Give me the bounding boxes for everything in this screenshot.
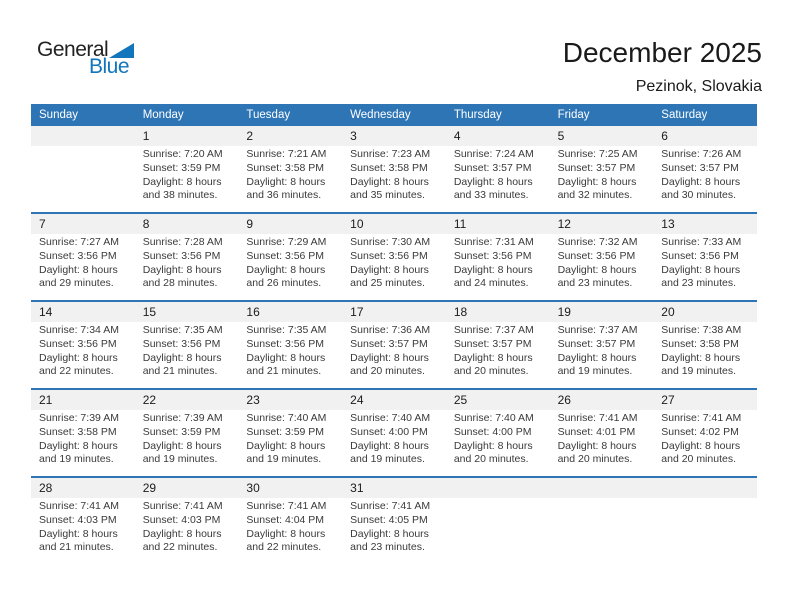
weeks-container [31, 126, 757, 564]
general-blue-logo [37, 40, 129, 77]
day-cell-details [238, 498, 342, 564]
day-number: 20 [661, 305, 675, 319]
daylight-text: Daylight: 8 hours and 28 minutes. [142, 263, 222, 290]
day-number: 1 [142, 129, 150, 143]
sunrise-text: Sunrise: 7:25 AM [557, 148, 638, 160]
sunrise-text: Sunrise: 7:41 AM [557, 412, 638, 424]
daylight-text: Daylight: 8 hours and 19 minutes. [350, 439, 429, 466]
day-cell-details [342, 322, 446, 388]
day-cell-details [135, 410, 239, 476]
day-number: 17 [350, 305, 364, 319]
page-title: December 2025 [562, 37, 762, 68]
day-number: 28 [39, 481, 53, 495]
day-number: 29 [142, 481, 157, 495]
week-row [31, 388, 757, 476]
sunset-text: Sunset: 3:56 PM [453, 249, 532, 262]
daylight-text: Daylight: 8 hours and 22 minutes. [142, 527, 222, 554]
sunset-text: Sunset: 3:57 PM [453, 161, 532, 174]
day-cell-details [342, 234, 446, 300]
daylight-text: Daylight: 8 hours and 21 minutes. [246, 351, 326, 378]
day-details-band [31, 146, 757, 212]
day-number-band [31, 214, 757, 234]
sunrise-text: Sunrise: 7:41 AM [246, 500, 327, 512]
day-number: 13 [661, 217, 675, 231]
sunrise-text: Sunrise: 7:21 AM [246, 148, 327, 160]
day-details-band [31, 234, 757, 300]
sunrise-text: Sunrise: 7:40 AM [246, 412, 327, 424]
sunrise-text: Sunrise: 7:27 AM [39, 236, 119, 248]
sunset-text: Sunset: 3:56 PM [661, 249, 739, 262]
day-cell-details [446, 410, 550, 476]
day-cell-details [550, 322, 654, 388]
empty-day-number [550, 478, 654, 498]
weekday-header-tuesday: Tuesday [246, 109, 291, 121]
sunset-text: Sunset: 3:58 PM [350, 161, 428, 174]
sunset-text: Sunset: 3:59 PM [142, 425, 221, 438]
day-cell-details [550, 146, 654, 212]
sunrise-text: Sunrise: 7:41 AM [350, 500, 431, 512]
daylight-text: Daylight: 8 hours and 21 minutes. [39, 527, 118, 554]
sunrise-text: Sunrise: 7:41 AM [661, 412, 742, 424]
sunset-text: Sunset: 3:56 PM [350, 249, 428, 262]
sunrise-text: Sunrise: 7:28 AM [142, 236, 223, 248]
sunset-text: Sunset: 3:58 PM [246, 161, 325, 174]
sunrise-text: Sunrise: 7:30 AM [350, 236, 431, 248]
sunrise-text: Sunrise: 7:41 AM [39, 500, 119, 512]
sunrise-text: Sunrise: 7:32 AM [557, 236, 638, 248]
sunset-text: Sunset: 3:57 PM [661, 161, 739, 174]
title-block [563, 38, 762, 96]
daylight-text: Daylight: 8 hours and 21 minutes. [142, 351, 222, 378]
day-cell-details [31, 322, 135, 388]
day-number: 15 [142, 305, 157, 319]
daylight-text: Daylight: 8 hours and 19 minutes. [246, 439, 326, 466]
sunset-text: Sunset: 4:02 PM [661, 425, 739, 438]
empty-day-cell [446, 498, 550, 564]
day-number-band [31, 302, 757, 322]
day-number: 3 [350, 129, 357, 143]
day-number: 4 [453, 129, 461, 143]
day-details-band [31, 498, 757, 564]
day-number: 5 [557, 129, 565, 143]
calendar-table [31, 104, 757, 564]
day-number: 12 [557, 217, 571, 231]
day-cell-details [342, 146, 446, 212]
day-cell-details [135, 234, 239, 300]
day-cell-details [238, 322, 342, 388]
weekday-header-wednesday: Wednesday [350, 109, 411, 121]
daylight-text: Daylight: 8 hours and 19 minutes. [661, 351, 741, 378]
day-cell-details [342, 498, 446, 564]
day-number: 11 [453, 217, 467, 231]
empty-day-number [31, 126, 135, 146]
daylight-text: Daylight: 8 hours and 35 minutes. [350, 175, 429, 202]
sunrise-text: Sunrise: 7:24 AM [453, 148, 534, 160]
weekday-header-friday: Friday [557, 109, 590, 121]
day-number: 31 [350, 481, 364, 495]
day-number: 26 [557, 393, 571, 407]
sunrise-text: Sunrise: 7:36 AM [350, 324, 431, 336]
day-number: 19 [557, 305, 571, 319]
day-cell-details [135, 146, 239, 212]
day-cell-details [550, 410, 654, 476]
day-cell-details [31, 410, 135, 476]
sunrise-text: Sunrise: 7:41 AM [142, 500, 223, 512]
daylight-text: Daylight: 8 hours and 38 minutes. [142, 175, 222, 202]
daylight-text: Daylight: 8 hours and 20 minutes. [453, 439, 533, 466]
day-cell-details [446, 322, 550, 388]
sunset-text: Sunset: 3:56 PM [246, 249, 325, 262]
sunrise-text: Sunrise: 7:23 AM [350, 148, 431, 160]
day-number: 21 [39, 393, 53, 407]
sunset-text: Sunset: 3:58 PM [39, 425, 117, 438]
day-cell-details [446, 146, 550, 212]
daylight-text: Daylight: 8 hours and 22 minutes. [39, 351, 118, 378]
day-cell-details [135, 498, 239, 564]
weekday-header-row [31, 104, 757, 126]
day-cell-details [653, 234, 757, 300]
daylight-text: Daylight: 8 hours and 24 minutes. [453, 263, 533, 290]
day-number: 18 [453, 305, 468, 319]
sunset-text: Sunset: 4:04 PM [246, 513, 325, 526]
sunrise-text: Sunrise: 7:38 AM [661, 324, 742, 336]
day-cell-details [446, 234, 550, 300]
day-cell-details [653, 146, 757, 212]
empty-day-cell [550, 498, 654, 564]
daylight-text: Daylight: 8 hours and 23 minutes. [350, 527, 429, 554]
daylight-text: Daylight: 8 hours and 36 minutes. [246, 175, 326, 202]
weekday-header-monday: Monday [142, 109, 184, 121]
daylight-text: Daylight: 8 hours and 20 minutes. [661, 439, 741, 466]
day-details-band [31, 410, 757, 476]
day-details-band [31, 322, 757, 388]
empty-day-cell [653, 498, 757, 564]
logo-text-blue: Blue [88, 55, 129, 78]
weekday-header-sunday: Sunday [39, 109, 79, 121]
sunset-text: Sunset: 3:59 PM [142, 161, 221, 174]
sunrise-text: Sunrise: 7:40 AM [453, 412, 534, 424]
daylight-text: Daylight: 8 hours and 20 minutes. [557, 439, 637, 466]
page-location: Pezinok, Slovakia [635, 78, 762, 95]
sunset-text: Sunset: 4:01 PM [557, 425, 636, 438]
logo-text-general: General [37, 38, 109, 61]
sunset-text: Sunset: 3:56 PM [246, 337, 325, 350]
sunrise-text: Sunrise: 7:35 AM [142, 324, 223, 336]
day-number: 23 [246, 393, 260, 407]
day-number-band [31, 126, 757, 146]
day-number: 10 [350, 217, 364, 231]
sunrise-text: Sunrise: 7:29 AM [246, 236, 327, 248]
sunrise-text: Sunrise: 7:35 AM [246, 324, 327, 336]
day-number: 2 [246, 129, 254, 143]
sunset-text: Sunset: 4:00 PM [350, 425, 428, 438]
day-cell-details [31, 234, 135, 300]
day-number: 14 [39, 305, 53, 319]
sunrise-text: Sunrise: 7:20 AM [142, 148, 223, 160]
day-number: 24 [350, 393, 364, 407]
sunset-text: Sunset: 3:58 PM [661, 337, 739, 350]
day-cell-details [31, 498, 135, 564]
day-number: 27 [661, 393, 675, 407]
day-cell-details [653, 322, 757, 388]
daylight-text: Daylight: 8 hours and 23 minutes. [661, 263, 741, 290]
sunrise-text: Sunrise: 7:40 AM [350, 412, 431, 424]
day-number: 25 [453, 393, 468, 407]
sunset-text: Sunset: 3:56 PM [142, 249, 221, 262]
daylight-text: Daylight: 8 hours and 32 minutes. [557, 175, 637, 202]
daylight-text: Daylight: 8 hours and 20 minutes. [453, 351, 533, 378]
sunrise-text: Sunrise: 7:37 AM [453, 324, 534, 336]
sunset-text: Sunset: 3:56 PM [39, 337, 117, 350]
day-number: 7 [39, 217, 46, 231]
sunset-text: Sunset: 4:05 PM [350, 513, 428, 526]
day-number: 8 [142, 217, 150, 231]
week-row [31, 476, 757, 564]
empty-day-cell [31, 146, 135, 212]
week-row [31, 212, 757, 300]
daylight-text: Daylight: 8 hours and 23 minutes. [557, 263, 637, 290]
daylight-text: Daylight: 8 hours and 33 minutes. [453, 175, 533, 202]
day-cell-details [238, 234, 342, 300]
daylight-text: Daylight: 8 hours and 19 minutes. [557, 351, 637, 378]
week-row [31, 300, 757, 388]
daylight-text: Daylight: 8 hours and 26 minutes. [246, 263, 326, 290]
day-number: 6 [661, 129, 668, 143]
day-cell-details [135, 322, 239, 388]
sunrise-text: Sunrise: 7:33 AM [661, 236, 742, 248]
day-cell-details [238, 410, 342, 476]
sunset-text: Sunset: 3:57 PM [557, 337, 636, 350]
day-cell-details [653, 410, 757, 476]
daylight-text: Daylight: 8 hours and 25 minutes. [350, 263, 429, 290]
sunset-text: Sunset: 3:56 PM [142, 337, 221, 350]
weekday-header-thursday: Thursday [453, 109, 502, 121]
sunset-text: Sunset: 4:03 PM [142, 513, 221, 526]
sunset-text: Sunset: 3:56 PM [557, 249, 636, 262]
sunrise-text: Sunrise: 7:31 AM [453, 236, 534, 248]
day-cell-details [550, 234, 654, 300]
sunrise-text: Sunrise: 7:34 AM [39, 324, 119, 336]
week-row [31, 126, 757, 212]
daylight-text: Daylight: 8 hours and 22 minutes. [246, 527, 326, 554]
sunrise-text: Sunrise: 7:26 AM [661, 148, 742, 160]
empty-day-number [653, 478, 757, 498]
daylight-text: Daylight: 8 hours and 19 minutes. [142, 439, 222, 466]
day-number: 16 [246, 305, 260, 319]
sunset-text: Sunset: 3:59 PM [246, 425, 325, 438]
sunrise-text: Sunrise: 7:39 AM [142, 412, 223, 424]
daylight-text: Daylight: 8 hours and 19 minutes. [39, 439, 118, 466]
sunset-text: Sunset: 3:56 PM [39, 249, 117, 262]
sunset-text: Sunset: 3:57 PM [557, 161, 636, 174]
sunset-text: Sunset: 3:57 PM [453, 337, 532, 350]
sunrise-text: Sunrise: 7:39 AM [39, 412, 119, 424]
day-number-band [31, 478, 757, 498]
day-number-band [31, 390, 757, 410]
day-cell-details [342, 410, 446, 476]
sunset-text: Sunset: 3:57 PM [350, 337, 428, 350]
weekday-header-saturday: Saturday [661, 109, 708, 121]
empty-day-number [446, 478, 550, 498]
sunrise-text: Sunrise: 7:37 AM [557, 324, 638, 336]
daylight-text: Daylight: 8 hours and 20 minutes. [350, 351, 429, 378]
day-number: 9 [246, 217, 254, 231]
sunset-text: Sunset: 4:00 PM [453, 425, 532, 438]
day-number: 30 [246, 481, 260, 495]
daylight-text: Daylight: 8 hours and 30 minutes. [661, 175, 741, 202]
day-number: 22 [142, 393, 157, 407]
daylight-text: Daylight: 8 hours and 29 minutes. [39, 263, 118, 290]
day-cell-details [238, 146, 342, 212]
sunset-text: Sunset: 4:03 PM [39, 513, 117, 526]
